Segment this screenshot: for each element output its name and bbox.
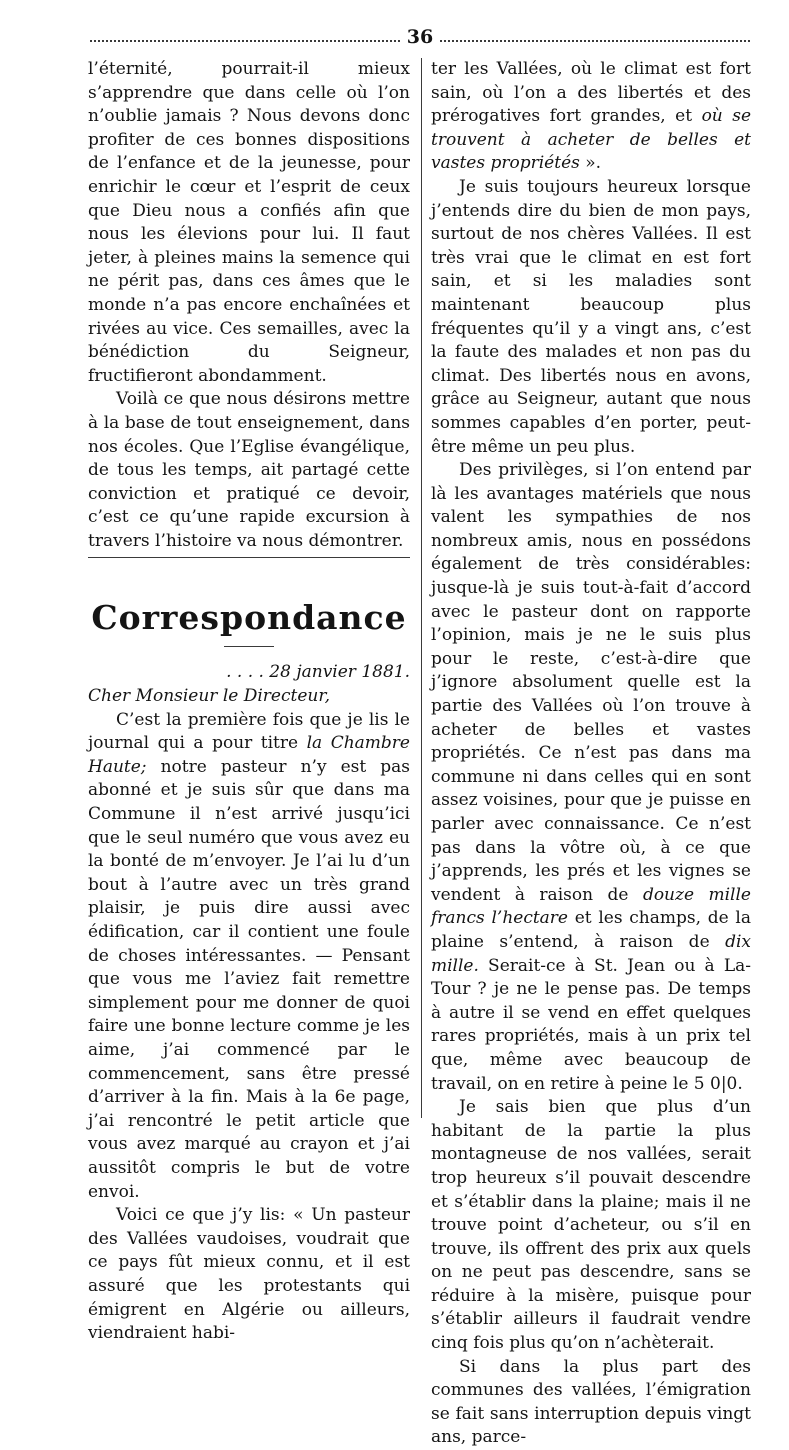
- page-number: 36: [406, 26, 434, 48]
- paragraph: Je suis toujours heureux lorsque j’entends dire du bien de mon pays, surtout de nos chères Vallées. Il est très vrai que le climat en est fort sain, et si les maladies sont maintenant beaucoup plus fréquentes qu’il y a vingt ans, c’est la faute des malades et non pas du climat. Des libertés nous en avons, grâce au Seigneur, autant que nous sommes capables d’en porter, peut-être même un peu plus.: [431, 176, 751, 457]
- page-header: [90, 24, 750, 54]
- text-run: C’est la première fois que je lis le journal qui a pour titre: [88, 709, 410, 754]
- section-title: Correspondance: [91, 598, 407, 638]
- section-divider: [88, 557, 410, 558]
- text-run: notre pasteur n’y est pas abonné et je suis sûr que dans ma Commune il n’est arrivé jusqu’ici que le seul numéro que vous avez eu la bonté de m’envoyer. Je l’ai lu d’un bout à l’autre avec un très grand plaisir, je puis dire aussi avec édification, car il contient une foule de choses intéressantes. — Pensant que vous me l’aviez fait remettre simplement pour me donner de quoi faire une bonne lecture comme je les aime, j’ai commencé par le commencement, sans être pressé d’arriver à la fin. Mais à la 6e page, j’ai rencontré le petit article que vous avez marqué au crayon et j’ai aussitôt compris le but de votre envoi.: [88, 756, 410, 1202]
- text-run: ».: [579, 153, 602, 174]
- paragraph: [431, 58, 751, 176]
- paragraph: l’éternité, pourrait-il mieux s’apprendre que dans celle où l’on n’oublie jamais ? Nous devons donc profiter de ces bonnes dispositions de l’enfance et de la jeunesse, pour enrichir le cœur et l’esprit de ceux que Dieu nous a confiés afin que nous les élevions pour lui. Il faut jeter, à pleines mains la semence qui ne périt pas, dans ces âmes que le monde n’a pas encore enchaînées et rivées au vice. Ces semailles, avec la bénédiction du Seigneur, fructifieront abondamment.: [88, 59, 410, 386]
- journal-title: la Chambre Haute;: [88, 733, 410, 777]
- letter-salutation: Cher Monsieur le Directeur,: [88, 686, 331, 707]
- right-column: [431, 58, 751, 1450]
- letter-date: . . . . 28 janvier 1881.: [226, 662, 410, 683]
- paragraph: Voici ce que j’y lis: « Un pasteur des Vallées vaudoises, voudrait que ce pays fût mieux connu, et il est assuré que les protestants qui émigrent en Algérie ou ailleurs, viendraient habi-: [88, 1205, 410, 1344]
- paragraph: [431, 459, 751, 1096]
- italic-text: où se trouvent à acheter de belles et vastes propriétés: [431, 106, 752, 174]
- header-ornament-right: [440, 40, 750, 42]
- paragraph: Si dans la plus part des communes des vallées, l’émigration se fait sans interruption depuis vingt ans, parce-: [431, 1356, 751, 1448]
- left-column: [88, 58, 410, 1346]
- text-run: ter les Vallées, où le climat est fort sain, où l’on a des libertés et des prérogatives fort grandes, et: [431, 59, 751, 127]
- text-run: Serait-ce à St. Jean ou à La-Tour ? je ne le pense pas. De temps à autre il se vend en effet quelques rares propriétés, mais à un prix tel que, même avec beaucoup de travail, on en retire à peine le 5 0|0.: [431, 955, 751, 1094]
- column-divider: [421, 58, 422, 1118]
- text-run: et les champs, de la plaine s’entend, à raison de: [431, 908, 751, 952]
- paragraph: Je sais bien que plus d’un habitant de la partie la plus montagneuse de nos vallées, serait trop heureux s’il pouvait descendre et s’établir dans la plaine; mais il ne trouve point d’acheteur, ou s’il en trouve, ils offrent des prix aux quels on ne peut pas descendre, sans se réduire à la misère, puisque pour s’établir ailleurs il faudrait vendre cinq fois plus qu’on n’achèterait.: [431, 1097, 751, 1354]
- header-ornament-left: [90, 40, 400, 42]
- italic-text: douze mille francs l’hectare: [431, 884, 751, 929]
- text-run: Des privilèges, si l’on entend par là les avantages matériels que nous valent les sympathies de nos nombreux amis, nous en possédons également de très considérables: jusque-là je suis tout-à-fait d’accord avec le pasteur dont on rapporte l’opinion, mais je ne le suis plus pour le reste, c’est-à-dire que j’ignore absolument quelle est la partie des Vallées où l’on trouve à acheter de belles et vastes propriétés. Ce n’est pas dans ma commune ni dans celles qui en sont assez voisines, pour que je puisse en parler avec connaissance. Ce n’est pas dans la vôtre où, à ce que j’apprends, les prés et les vignes se vendent à raison de: [431, 460, 751, 905]
- paragraph: [88, 709, 410, 1204]
- paragraph: Voilà ce que nous désirons mettre à la base de tout enseignement, dans nos écoles. Que l’Eglise évangélique, de tous les temps, ait partagé cette conviction et pratiqué ce devoir, c’est ce qu’une rapide excursion à travers l’histoire va nous démontrer.: [88, 389, 410, 551]
- italic-text: dix mille.: [431, 931, 751, 976]
- title-rule: [224, 646, 274, 647]
